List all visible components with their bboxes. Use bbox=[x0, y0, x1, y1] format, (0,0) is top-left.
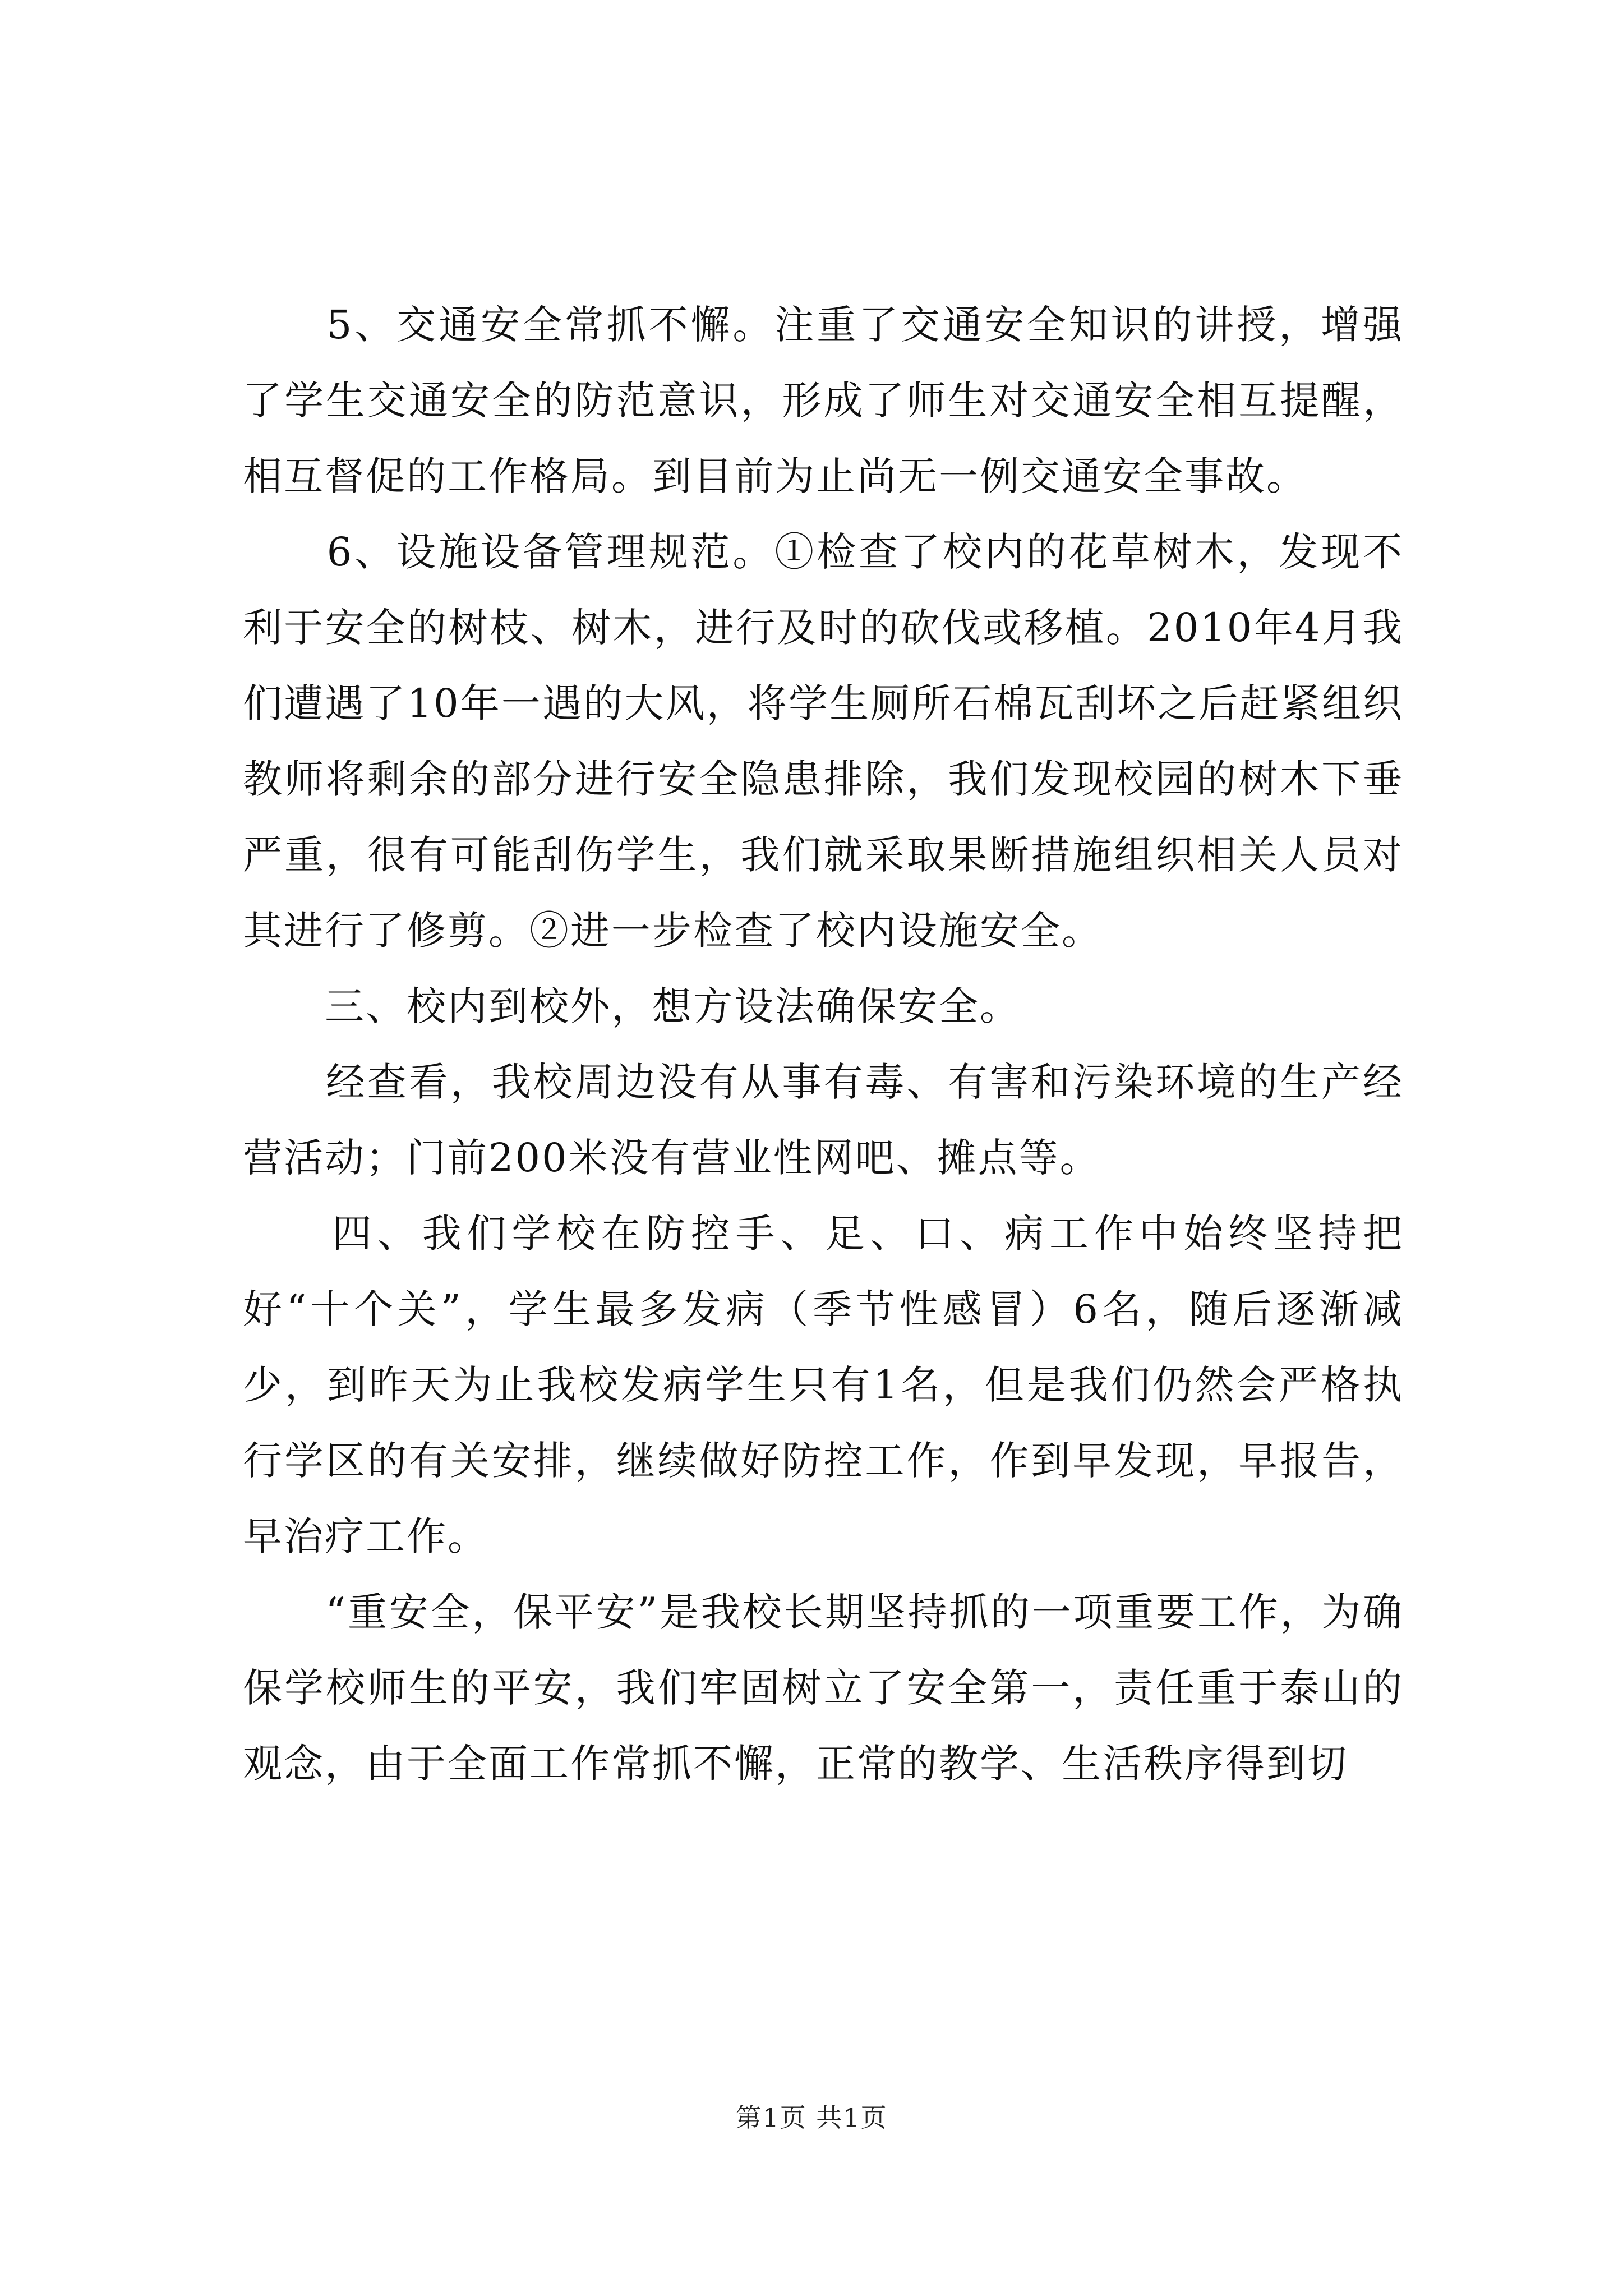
page-footer: 第1页 共1页 bbox=[735, 2102, 888, 2133]
paragraph-safety-summary: “重安全，保平安”是我校长期坚持抓的一项重要工作，为确保学校师生的平安，我们牢固树立了安全第一，责任重于泰山的观念，由于全面工作常抓不懈，正常的教学、生活秩序得到切 bbox=[243, 1589, 1404, 1787]
document-body bbox=[243, 287, 1404, 1802]
paragraph-disease-prevention: 四、我们学校在防控手、足、口、病工作中始终坚持把好“十个关”，学生最多发病（季节性感冒）6名，随后逐渐减少，到昨天为止我校发病学生只有1名，但是我们仍然会严格执行学区的有关安排，继续做好防控工作，作到早发现，早报告，早治疗工作。 bbox=[243, 1211, 1404, 1559]
paragraph-traffic-safety: 5、交通安全常抓不懈。注重了交通安全知识的讲授，增强了学生交通安全的防范意识，形成了师生对交通安全相互提醒，相互督促的工作格局。到目前为止尚无一例交通安全事故。 bbox=[243, 302, 1404, 499]
paragraph-facility-management: 6、设施设备管理规范。①检查了校内的花草树木，发现不利于安全的树枝、树木，进行及时的砍伐或移植。2010年4月我们遭遇了10年一遇的大风，将学生厕所石棉瓦刮坏之后赶紧组织教师将剩余的部分进行安全隐患排除，我们发现校园的树木下垂严重，很有可能刮伤学生，我们就采取果断措施组织相关人员对其进行了修剪。②进一步检查了校内设施安全。 bbox=[243, 529, 1404, 954]
paragraph-section-three-heading: 三、校内到校外，想方设法确保安全。 bbox=[243, 983, 1021, 1029]
paragraph-surroundings-check: 经查看，我校周边没有从事有毒、有害和污染环境的生产经营活动；门前200米没有营业性网吧、摊点等。 bbox=[243, 1059, 1404, 1181]
